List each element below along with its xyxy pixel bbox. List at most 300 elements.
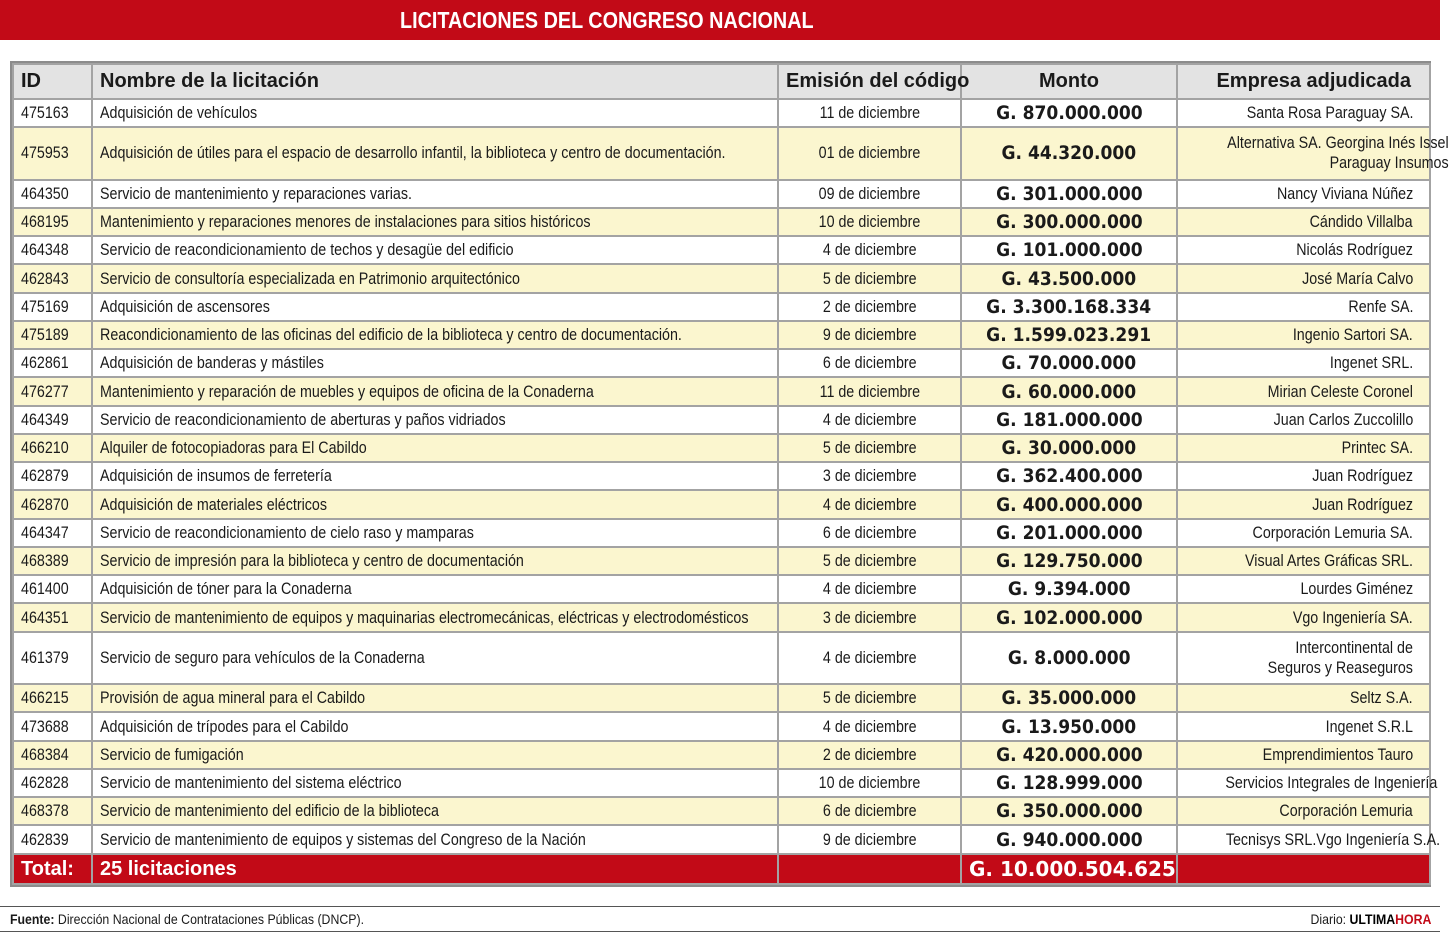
cell-company bbox=[1177, 825, 1441, 854]
cell-amount bbox=[961, 349, 1177, 377]
cell-company bbox=[1177, 603, 1430, 631]
table-row bbox=[13, 236, 1430, 264]
cell-date-text: 3 de diciembre bbox=[822, 607, 917, 627]
table-row bbox=[13, 434, 1430, 462]
cell-amount-text: G. 181.000.000 bbox=[995, 408, 1143, 431]
cell-name-text: Adquisición de vehículos bbox=[100, 103, 258, 123]
company-line: Nicolás Rodríguez bbox=[1296, 240, 1413, 260]
cell-date bbox=[778, 575, 961, 603]
cell-amount bbox=[961, 406, 1177, 434]
cell-date bbox=[778, 406, 961, 434]
cell-name bbox=[92, 462, 778, 490]
cell-name bbox=[92, 797, 778, 825]
cell-id-text: 462839 bbox=[21, 829, 69, 849]
table-row bbox=[13, 321, 1430, 349]
cell-company-text bbox=[1246, 103, 1413, 123]
cell-id bbox=[13, 434, 92, 462]
cell-date bbox=[778, 208, 961, 236]
cell-id-text: 464347 bbox=[21, 522, 69, 542]
table-row bbox=[13, 127, 1430, 179]
source-note bbox=[10, 909, 364, 929]
cell-company bbox=[1177, 349, 1430, 377]
cell-amount bbox=[961, 293, 1177, 321]
table-row bbox=[13, 632, 1430, 684]
cell-name-text: Adquisición de tóner para la Conaderna bbox=[100, 579, 352, 599]
cell-date-text: 11 de diciembre bbox=[819, 381, 920, 401]
cell-id bbox=[13, 462, 92, 490]
cell-date-text: 9 de diciembre bbox=[822, 829, 917, 849]
cell-id bbox=[13, 769, 92, 797]
cell-id bbox=[13, 684, 92, 712]
cell-amount bbox=[961, 434, 1177, 462]
cell-amount bbox=[961, 377, 1177, 405]
cell-id bbox=[13, 547, 92, 575]
cell-amount-text: G. 35.000.000 bbox=[1001, 687, 1137, 710]
cell-name bbox=[92, 180, 778, 208]
cell-id bbox=[13, 180, 92, 208]
cell-date-text: 6 de diciembre bbox=[822, 353, 917, 373]
company-line: Emprendimientos Tauro bbox=[1262, 744, 1413, 764]
cell-date bbox=[778, 519, 961, 547]
cell-name-text: Adquisición de trípodes para el Cabildo bbox=[100, 716, 349, 736]
cell-company-text bbox=[1262, 745, 1413, 765]
cell-amount-text: G. 13.950.000 bbox=[1001, 715, 1137, 738]
company-line: Renfe SA. bbox=[1347, 296, 1413, 316]
cell-amount-text: G. 201.000.000 bbox=[995, 521, 1143, 544]
cell-name-text: Servicio de mantenimiento de equipos y sistemas del Congreso de la Nación bbox=[100, 829, 586, 849]
cell-name bbox=[92, 769, 778, 797]
footer bbox=[10, 909, 1431, 929]
cell-company bbox=[1177, 490, 1430, 518]
cell-company bbox=[1177, 180, 1430, 208]
cell-company-text bbox=[1226, 830, 1440, 850]
table-row bbox=[13, 519, 1430, 547]
cell-date-text: 01 de diciembre bbox=[818, 143, 921, 163]
cell-amount-text: G. 362.400.000 bbox=[995, 465, 1143, 488]
cell-name bbox=[92, 406, 778, 434]
company-line: Seguros y Reaseguros bbox=[1267, 657, 1413, 677]
total-label: Total: bbox=[13, 854, 92, 884]
cell-company-text bbox=[1273, 410, 1413, 430]
cell-amount bbox=[961, 769, 1177, 797]
cell-amount bbox=[961, 180, 1177, 208]
cell-company bbox=[1177, 797, 1430, 825]
page-title: LICITACIONES DEL CONGRESO NACIONAL bbox=[400, 7, 814, 33]
cell-id-text: 468378 bbox=[21, 801, 69, 821]
cell-id bbox=[13, 349, 92, 377]
cell-amount bbox=[961, 490, 1177, 518]
logo-part-ultima: ULTIMA bbox=[1349, 911, 1395, 927]
cell-id bbox=[13, 264, 92, 292]
table-row bbox=[13, 349, 1430, 377]
cell-name-text: Servicio de fumigación bbox=[100, 744, 244, 764]
table-row bbox=[13, 825, 1430, 854]
cell-name-text: Servicio de mantenimiento del edificio de la biblioteca bbox=[100, 801, 439, 821]
cell-name bbox=[92, 490, 778, 518]
cell-name bbox=[92, 208, 778, 236]
table-header-row bbox=[13, 64, 1430, 99]
company-line: Juan Rodríguez bbox=[1312, 494, 1413, 514]
cell-date bbox=[778, 264, 961, 292]
cell-date-text: 6 de diciembre bbox=[822, 522, 917, 542]
cell-company bbox=[1177, 377, 1430, 405]
cell-name bbox=[92, 99, 778, 127]
cell-company-text bbox=[1312, 466, 1413, 486]
company-line: Seltz S.A. bbox=[1350, 688, 1413, 708]
table-row bbox=[13, 712, 1430, 740]
cell-amount-text: G. 420.000.000 bbox=[995, 743, 1143, 766]
cell-date-text: 5 de diciembre bbox=[822, 438, 917, 458]
header-amount: Monto bbox=[961, 64, 1177, 99]
title-bar bbox=[0, 0, 1440, 40]
cell-name-text: Mantenimiento y reparaciones menores de instalaciones para sitios históricos bbox=[100, 212, 591, 232]
cell-date bbox=[778, 377, 961, 405]
cell-amount bbox=[961, 632, 1177, 684]
cell-company-text bbox=[1300, 579, 1413, 599]
cell-company bbox=[1177, 293, 1430, 321]
company-line: Ingenet S.R.L bbox=[1325, 716, 1413, 736]
logo-part-hora: HORA bbox=[1394, 911, 1431, 927]
table-row bbox=[13, 264, 1430, 292]
company-line: Ingenio Sartori SA. bbox=[1293, 325, 1413, 345]
table-row bbox=[13, 769, 1430, 797]
credit bbox=[1310, 909, 1431, 929]
table-row bbox=[13, 575, 1430, 603]
cell-id bbox=[13, 127, 92, 179]
header-name: Nombre de la licitación bbox=[92, 64, 778, 99]
total-amount: G. 10.000.504.625 bbox=[961, 854, 1177, 884]
cell-id bbox=[13, 632, 92, 684]
source-text: Dirección Nacional de Contrataciones Públicas (DNCP). bbox=[54, 911, 364, 927]
cell-amount bbox=[961, 127, 1177, 179]
cell-id bbox=[13, 321, 92, 349]
cell-id bbox=[13, 208, 92, 236]
cell-amount-text: G. 70.000.000 bbox=[1001, 352, 1137, 375]
cell-date bbox=[778, 547, 961, 575]
table-row bbox=[13, 208, 1430, 236]
cell-company bbox=[1177, 462, 1430, 490]
company-line: Juan Carlos Zuccolillo bbox=[1273, 409, 1413, 429]
cell-id-text: 466215 bbox=[21, 688, 69, 708]
company-line: Tecnisys SRL.Vgo Ingeniería S.A. bbox=[1225, 829, 1441, 849]
cell-id-text: 468384 bbox=[21, 744, 69, 764]
cell-company-text bbox=[1280, 801, 1413, 821]
cell-amount bbox=[961, 236, 1177, 264]
cell-id-text: 461400 bbox=[21, 579, 69, 599]
cell-id bbox=[13, 575, 92, 603]
cell-amount-text: G. 870.000.000 bbox=[995, 102, 1143, 125]
cell-id-text: 464348 bbox=[21, 240, 69, 260]
cell-date-text: 9 de diciembre bbox=[822, 325, 917, 345]
cell-name-text: Servicio de seguro para vehículos de la Conaderna bbox=[100, 647, 425, 667]
ultimahora-logo bbox=[1349, 911, 1431, 927]
table-row bbox=[13, 797, 1430, 825]
cell-amount-text: G. 60.000.000 bbox=[1001, 380, 1137, 403]
cell-date-text: 4 de diciembre bbox=[822, 494, 917, 514]
cell-company-text bbox=[1342, 438, 1413, 458]
header-date: Emisión del código bbox=[778, 64, 961, 99]
cell-company-text bbox=[1302, 269, 1413, 289]
cell-name bbox=[92, 377, 778, 405]
cell-id bbox=[13, 712, 92, 740]
cell-company-text bbox=[1253, 523, 1413, 543]
cell-date-text: 4 de diciembre bbox=[822, 579, 917, 599]
cell-amount-text: G. 300.000.000 bbox=[995, 211, 1143, 234]
cell-date bbox=[778, 127, 961, 179]
total-empty-company bbox=[1177, 854, 1430, 884]
table-row bbox=[13, 99, 1430, 127]
cell-name bbox=[92, 632, 778, 684]
cell-date bbox=[778, 769, 961, 797]
cell-date bbox=[778, 684, 961, 712]
cell-company bbox=[1177, 208, 1430, 236]
cell-id bbox=[13, 825, 92, 854]
cell-company-text bbox=[1245, 551, 1413, 571]
cell-amount-text: G. 400.000.000 bbox=[995, 493, 1143, 516]
cell-company-text bbox=[1330, 353, 1413, 373]
cell-company bbox=[1177, 519, 1430, 547]
tenders-table bbox=[12, 63, 1449, 885]
cell-amount-text: G. 940.000.000 bbox=[995, 828, 1143, 851]
company-line: José María Calvo bbox=[1301, 268, 1413, 288]
cell-date-text: 4 de diciembre bbox=[822, 409, 917, 429]
cell-date-text: 4 de diciembre bbox=[822, 240, 917, 260]
cell-company bbox=[1177, 406, 1430, 434]
header-id: ID bbox=[13, 64, 92, 99]
cell-amount-text: G. 9.394.000 bbox=[1007, 578, 1131, 601]
cell-amount-text: G. 129.750.000 bbox=[995, 550, 1143, 573]
cell-name bbox=[92, 127, 778, 179]
cell-name-text: Adquisición de útiles para el espacio de desarrollo infantil, la biblioteca y centro de documentación. bbox=[100, 143, 726, 163]
company-line: Lourdes Giménez bbox=[1300, 579, 1413, 599]
cell-date-text: 10 de diciembre bbox=[818, 212, 921, 232]
cell-company bbox=[1177, 684, 1430, 712]
company-line: Cándido Villalba bbox=[1310, 212, 1413, 232]
cell-name-text: Servicio de impresión para la biblioteca y centro de documentación bbox=[100, 551, 524, 571]
cell-id-text: 462870 bbox=[21, 494, 69, 514]
cell-date bbox=[778, 236, 961, 264]
company-line: Printec SA. bbox=[1341, 438, 1413, 458]
cell-date-text: 10 de diciembre bbox=[818, 773, 921, 793]
table-row bbox=[13, 462, 1430, 490]
cell-id-text: 475189 bbox=[21, 325, 69, 345]
company-line: Mirian Celeste Coronel bbox=[1267, 381, 1413, 401]
table-body bbox=[13, 99, 1449, 854]
total-count: 25 licitaciones bbox=[92, 854, 778, 884]
cell-name-text: Servicio de reacondicionamiento de cielo raso y mamparas bbox=[100, 522, 474, 542]
cell-name bbox=[92, 434, 778, 462]
cell-name bbox=[92, 547, 778, 575]
cell-amount-text: G. 1.599.023.291 bbox=[986, 324, 1152, 347]
cell-id-text: 476277 bbox=[21, 381, 69, 401]
table-row bbox=[13, 684, 1430, 712]
cell-date bbox=[778, 797, 961, 825]
company-line: Santa Rosa Paraguay SA. bbox=[1246, 103, 1413, 123]
cell-id bbox=[13, 293, 92, 321]
cell-id bbox=[13, 519, 92, 547]
footer-divider bbox=[0, 906, 1440, 907]
cell-date-text: 4 de diciembre bbox=[822, 716, 917, 736]
cell-name bbox=[92, 321, 778, 349]
cell-amount-text: G. 128.999.000 bbox=[995, 772, 1143, 795]
table-row bbox=[13, 293, 1430, 321]
cell-company-text bbox=[1326, 717, 1413, 737]
cell-amount-text: G. 101.000.000 bbox=[995, 239, 1143, 262]
cell-amount bbox=[961, 684, 1177, 712]
cell-amount bbox=[961, 208, 1177, 236]
cell-date-text: 4 de diciembre bbox=[822, 647, 917, 667]
cell-company-text bbox=[1277, 184, 1413, 204]
source-label: Fuente: bbox=[10, 911, 55, 927]
cell-date-text: 09 de diciembre bbox=[818, 183, 921, 203]
cell-id-text: 461379 bbox=[21, 647, 69, 667]
cell-name-text: Adquisición de materiales eléctricos bbox=[100, 494, 328, 514]
cell-id-text: 462828 bbox=[21, 773, 69, 793]
cell-date-text: 3 de diciembre bbox=[822, 466, 917, 486]
cell-date-text: 5 de diciembre bbox=[822, 551, 917, 571]
cell-amount bbox=[961, 603, 1177, 631]
cell-name-text: Servicio de reacondicionamiento de aberturas y paños vidriados bbox=[100, 409, 506, 429]
cell-name bbox=[92, 349, 778, 377]
cell-name bbox=[92, 519, 778, 547]
cell-name-text: Reacondicionamiento de las oficinas del edificio de la biblioteca y centro de documentación. bbox=[100, 325, 682, 345]
cell-company-text bbox=[1293, 325, 1413, 345]
cell-company bbox=[1177, 99, 1430, 127]
cell-amount bbox=[961, 462, 1177, 490]
cell-amount-text: G. 350.000.000 bbox=[995, 800, 1143, 823]
cell-id-text: 462861 bbox=[21, 353, 69, 373]
cell-amount bbox=[961, 741, 1177, 769]
cell-company-text bbox=[1312, 495, 1413, 515]
cell-date bbox=[778, 712, 961, 740]
cell-name bbox=[92, 712, 778, 740]
cell-amount bbox=[961, 825, 1177, 854]
cell-date bbox=[778, 180, 961, 208]
company-line: Corporación Lemuria bbox=[1279, 801, 1413, 821]
tenders-table-container bbox=[10, 61, 1449, 887]
cell-date-text: 2 de diciembre bbox=[822, 296, 917, 316]
cell-date bbox=[778, 293, 961, 321]
cell-date bbox=[778, 462, 961, 490]
company-line: Alternativa SA. Georgina Inés Issel bbox=[1227, 133, 1449, 153]
cell-name-text: Adquisición de ascensores bbox=[100, 296, 270, 316]
company-line: Servicios Integrales de Ingeniería bbox=[1225, 773, 1438, 793]
cell-name bbox=[92, 825, 778, 854]
cell-id bbox=[13, 490, 92, 518]
cell-company bbox=[1177, 127, 1449, 179]
cell-id-text: 462879 bbox=[21, 466, 69, 486]
cell-name-text: Mantenimiento y reparación de muebles y equipos de oficina de la Conaderna bbox=[100, 381, 594, 401]
cell-date bbox=[778, 349, 961, 377]
cell-id-text: 462843 bbox=[21, 268, 69, 288]
cell-company bbox=[1177, 264, 1430, 292]
cell-name bbox=[92, 264, 778, 292]
cell-company-text bbox=[1348, 297, 1413, 317]
company-line: Ingenet SRL. bbox=[1329, 353, 1413, 373]
cell-id-text: 464351 bbox=[21, 607, 69, 627]
cell-name bbox=[92, 293, 778, 321]
table-row bbox=[13, 406, 1430, 434]
cell-company bbox=[1177, 769, 1438, 797]
cell-date bbox=[778, 434, 961, 462]
cell-amount-text: G. 30.000.000 bbox=[1001, 437, 1137, 460]
total-row bbox=[13, 854, 1430, 884]
cell-id bbox=[13, 797, 92, 825]
cell-date-text: 2 de diciembre bbox=[822, 744, 917, 764]
cell-company bbox=[1177, 741, 1430, 769]
company-line: Vgo Ingeniería SA. bbox=[1293, 607, 1413, 627]
cell-id bbox=[13, 377, 92, 405]
table-row bbox=[13, 603, 1430, 631]
cell-id-text: 475163 bbox=[21, 103, 69, 123]
company-line: Corporación Lemuria SA. bbox=[1252, 522, 1413, 542]
cell-amount-text: G. 44.320.000 bbox=[1001, 142, 1137, 165]
cell-id bbox=[13, 741, 92, 769]
cell-amount bbox=[961, 797, 1177, 825]
cell-name-text: Servicio de mantenimiento de equipos y maquinarias electromecánicas, eléctricas y electrodomésticos bbox=[100, 607, 749, 627]
cell-company bbox=[1177, 575, 1430, 603]
cell-id bbox=[13, 406, 92, 434]
cell-company-text bbox=[1225, 773, 1437, 793]
cell-id-text: 473688 bbox=[21, 716, 69, 736]
cell-company-text bbox=[1350, 688, 1413, 708]
cell-date-text: 6 de diciembre bbox=[822, 801, 917, 821]
cell-id bbox=[13, 236, 92, 264]
credit-label: Diario: bbox=[1310, 911, 1350, 927]
cell-date bbox=[778, 99, 961, 127]
cell-company-text bbox=[1293, 608, 1413, 628]
cell-amount bbox=[961, 321, 1177, 349]
company-line: Juan Rodríguez bbox=[1312, 466, 1413, 486]
table-row bbox=[13, 741, 1430, 769]
cell-amount bbox=[961, 519, 1177, 547]
cell-id bbox=[13, 603, 92, 631]
cell-name-text: Servicio de mantenimiento del sistema eléctrico bbox=[100, 773, 402, 793]
cell-name-text: Provisión de agua mineral para el Cabildo bbox=[100, 688, 366, 708]
cell-name-text: Servicio de consultoría especializada en Patrimonio arquitectónico bbox=[100, 268, 520, 288]
cell-id-text: 464350 bbox=[21, 183, 69, 203]
company-line: Visual Artes Gráficas SRL. bbox=[1245, 551, 1413, 571]
cell-company-text bbox=[1268, 382, 1413, 402]
cell-date-text: 11 de diciembre bbox=[819, 103, 920, 123]
cell-id-text: 464349 bbox=[21, 409, 69, 429]
cell-company bbox=[1177, 321, 1430, 349]
cell-date-text: 5 de diciembre bbox=[822, 688, 917, 708]
cell-amount-text: G. 8.000.000 bbox=[1007, 646, 1131, 669]
cell-id-text: 475169 bbox=[21, 296, 69, 316]
table-row bbox=[13, 490, 1430, 518]
cell-name-text: Adquisición de insumos de ferretería bbox=[100, 466, 332, 486]
cell-id bbox=[13, 99, 92, 127]
cell-amount bbox=[961, 264, 1177, 292]
header-company: Empresa adjudicada bbox=[1177, 64, 1430, 99]
cell-amount bbox=[961, 712, 1177, 740]
cell-amount bbox=[961, 547, 1177, 575]
cell-date bbox=[778, 825, 961, 854]
cell-amount bbox=[961, 99, 1177, 127]
cell-name bbox=[92, 603, 778, 631]
cell-amount-text: G. 43.500.000 bbox=[1001, 267, 1137, 290]
cell-name bbox=[92, 236, 778, 264]
cell-name bbox=[92, 684, 778, 712]
company-line: Intercontinental de bbox=[1295, 637, 1413, 657]
cell-amount-text: G. 3.300.168.334 bbox=[986, 295, 1152, 318]
cell-amount-text: G. 102.000.000 bbox=[995, 606, 1143, 629]
cell-company bbox=[1177, 712, 1430, 740]
cell-date bbox=[778, 321, 961, 349]
table-row bbox=[13, 180, 1430, 208]
cell-amount bbox=[961, 575, 1177, 603]
